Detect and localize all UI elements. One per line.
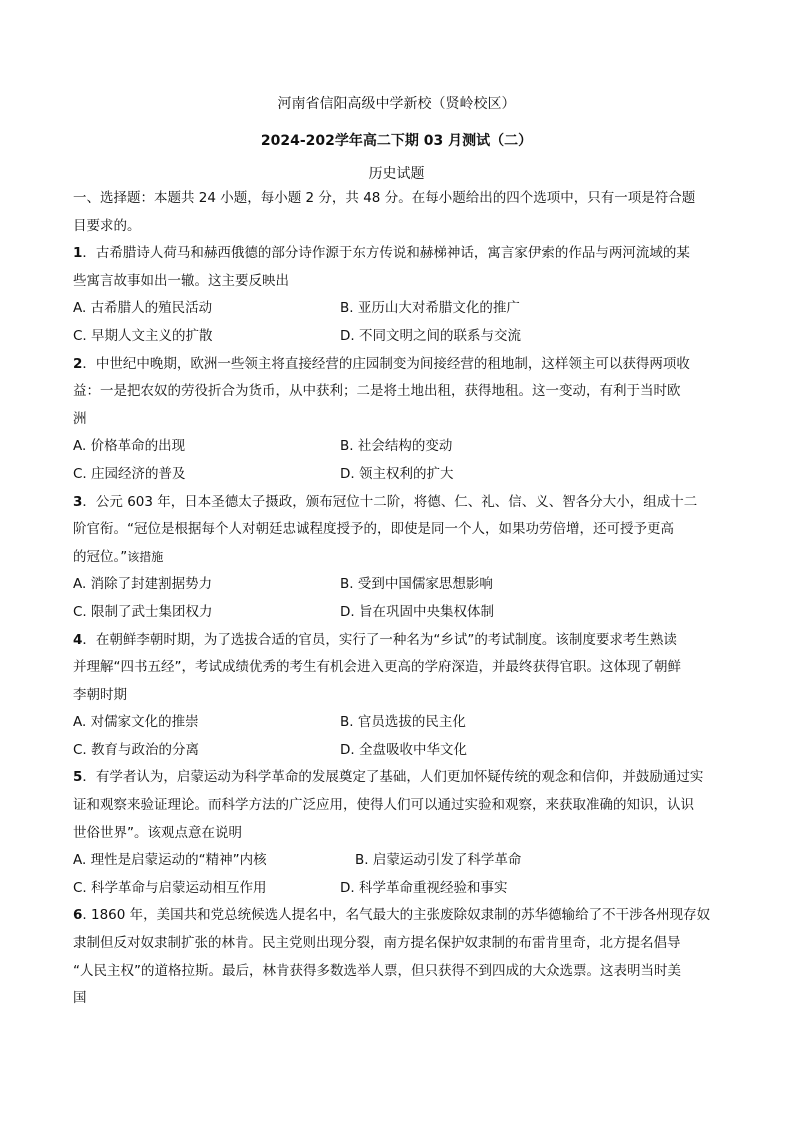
question-text: 阶官衔。“冠位是根据每个人对朝廷忠诚程度授予的，即使是同一个人，如果功劳倍增，还可授予更高 — [73, 521, 674, 538]
question-text: ．有学者认为，启蒙运动为科学革命的发展奠定了基础，人们更加怀疑传统的观念和信仰，并鼓励通过实 — [82, 769, 704, 786]
option-c[interactable]: C. 科学革命与启蒙运动相互作用 — [73, 879, 267, 896]
question-3 — [73, 489, 723, 627]
option-b[interactable]: B. 社会结构的变动 — [340, 438, 453, 455]
question-6 — [73, 902, 723, 1012]
question-text: 隶制但反对奴隶制扩张的林肯。民主党则出现分裂，南方提名保护奴隶制的布雷肯里奇，北方提名倡导 — [73, 935, 681, 952]
option-a[interactable]: A. 理性是启蒙运动的“精神”内核 — [73, 852, 267, 869]
question-text: 洲 — [73, 410, 87, 427]
option-c[interactable]: C. 教育与政治的分离 — [73, 741, 200, 758]
option-b[interactable]: B. 受到中国儒家思想影响 — [340, 576, 493, 593]
question-text: 的冠位。” — [73, 548, 128, 565]
option-a[interactable]: A. 消除了封建割据势力 — [73, 576, 213, 593]
question-text: 益：一是把农奴的劳役折合为货币，从中获利；二是将土地出租，获得地租。这一变动，有利于当时欧 — [73, 383, 681, 400]
question-body — [73, 185, 723, 1013]
question-2 — [73, 351, 723, 489]
question-text: 世俗世界”。该观点意在说明 — [73, 824, 242, 841]
option-c[interactable]: C. 早期人文主义的扩散 — [73, 327, 213, 344]
question-text: “人民主权”的道格拉斯。最后，林肯获得多数选举人票，但只获得不到四成的大众选票。这表明当时美 — [73, 962, 681, 979]
option-a[interactable]: A. 对儒家文化的推崇 — [73, 714, 199, 731]
subject-title: 历史试题 — [368, 166, 425, 182]
question-number: 1 — [73, 245, 83, 262]
option-d[interactable]: D. 科学革命重视经验和事实 — [340, 879, 508, 896]
question-1 — [73, 240, 723, 350]
question-text: ．古希腊诗人荷马和赫西俄德的部分诗作源于东方传说和赫梯神话，寓言家伊索的作品与两河流域的某 — [82, 245, 690, 262]
option-d[interactable]: D. 领主权利的扩大 — [340, 465, 454, 482]
question-text: ．公元 603 年，日本圣德太子摄政，颁布冠位十二阶，将德、仁、礼、信、义、智各分大小，组成十二 — [82, 493, 698, 510]
option-c[interactable]: C. 限制了武士集团权力 — [73, 603, 213, 620]
option-b[interactable]: B. 亚历山大对希腊文化的推广 — [340, 300, 520, 317]
option-d[interactable]: D. 全盘吸收中华文化 — [340, 741, 467, 758]
option-a[interactable]: A. 古希腊人的殖民活动 — [73, 300, 213, 317]
question-number: 3 — [73, 493, 83, 510]
question-number: 4 — [73, 631, 83, 648]
question-text: 些寓言故事如出一辙。这主要反映出 — [73, 272, 289, 289]
question-number: 5 — [73, 769, 83, 786]
question-4 — [73, 627, 723, 765]
option-a[interactable]: A. 价格革命的出现 — [73, 438, 186, 455]
question-text-tail: 该措施 — [127, 549, 164, 564]
question-text: ．中世纪中晚期，欧洲一些领主将直接经营的庄园制变为间接经营的租地制，这样领主可以获得两项收 — [82, 355, 690, 372]
option-b[interactable]: B. 启蒙运动引发了科学革命 — [355, 852, 522, 869]
question-text: 国 — [73, 990, 87, 1007]
exam-title: 2024-202学年高二下期 03 月测试（二） — [260, 133, 533, 149]
option-d[interactable]: D. 不同文明之间的联系与交流 — [340, 327, 521, 344]
question-text: 并理解“四书五经”，考试成绩优秀的考生有机会进入更高的学府深造，并最终获得官职。这体现了朝鲜 — [73, 659, 681, 676]
option-b[interactable]: B. 官员选拔的民主化 — [340, 714, 466, 731]
section-instruction: 一、选择题：本题共 24 小题，每小题 2 分，共 48 分。在每小题给出的四个选项中，只有一项是符合题 — [73, 190, 696, 206]
section-instruction-cont: 目要求的。 — [73, 217, 141, 234]
school-name: 河南省信阳高级中学新校（贤岭校区） — [277, 96, 516, 112]
question-number: 6 — [73, 907, 83, 924]
question-text: . 1860 年，美国共和党总统候选人提名中，名气最大的主张废除奴隶制的苏华德输给了不干涉各州现存奴 — [82, 907, 711, 924]
question-text: 李朝时期 — [73, 686, 127, 703]
question-text: 证和观察来验证理论。而科学方法的广泛应用，使得人们可以通过实验和观察，来获取准确的知识，认识 — [73, 797, 694, 814]
question-5 — [73, 764, 723, 902]
question-number: 2 — [73, 355, 83, 372]
option-c[interactable]: C. 庄园经济的普及 — [73, 465, 186, 482]
question-text: ．在朝鲜李朝时期，为了选拔合适的官员，实行了一种名为“乡试”的考试制度。该制度要求考生熟读 — [82, 631, 677, 648]
option-d[interactable]: D. 旨在巩固中央集权体制 — [340, 603, 494, 620]
